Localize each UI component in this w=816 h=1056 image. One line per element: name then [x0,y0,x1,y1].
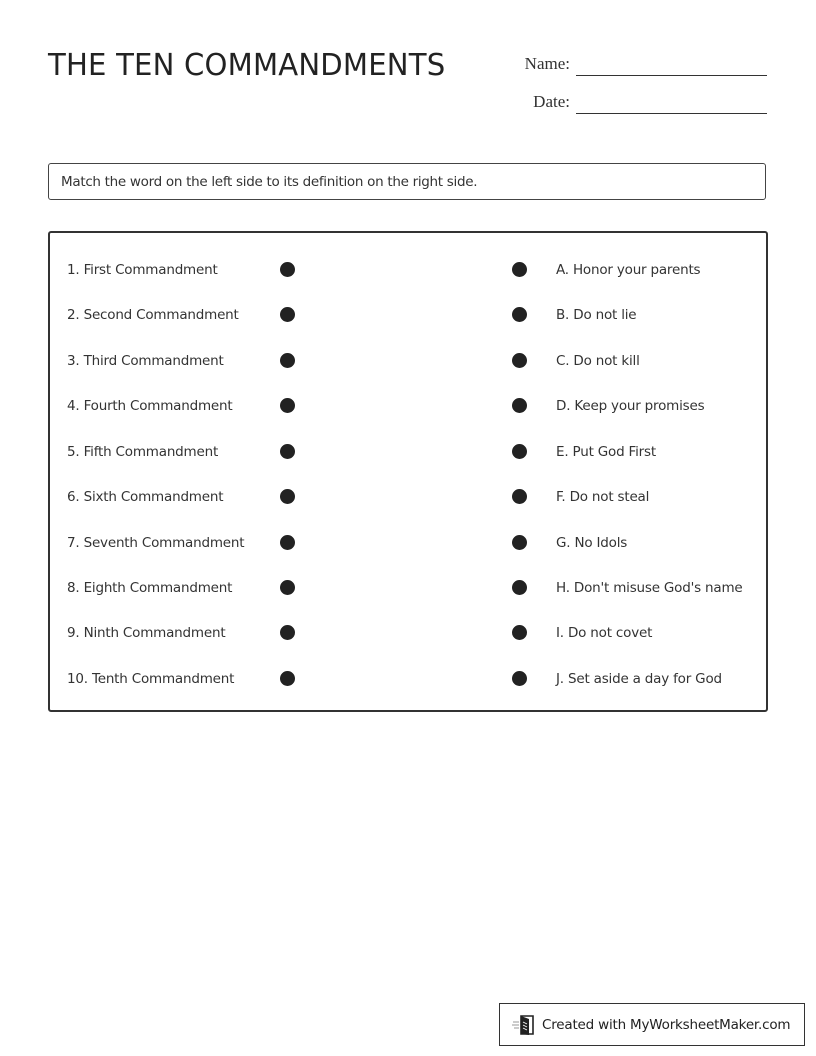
term-label: 6. Sixth Commandment [67,489,224,505]
definition-connector-dot[interactable] [512,671,527,686]
term-connector-dot[interactable] [280,625,295,640]
term-label: 2. Second Commandment [67,307,239,323]
match-row [50,623,766,643]
page-title: THE TEN COMMANDMENTS [48,48,446,83]
term-connector-dot[interactable] [280,535,295,550]
definition-label: F. Do not steal [556,489,650,505]
term-label: 8. Eighth Commandment [67,580,233,596]
match-row [50,442,766,462]
definition-connector-dot[interactable] [512,262,527,277]
matching-panel [48,231,768,712]
match-row [50,351,766,371]
definition-connector-dot[interactable] [512,353,527,368]
definition-label: G. No Idols [556,535,628,551]
match-row [50,669,766,689]
match-row [50,305,766,325]
credit-text: Created with MyWorksheetMaker.com [542,1016,791,1033]
match-row [50,487,766,507]
term-label: 4. Fourth Commandment [67,398,233,414]
definition-connector-dot[interactable] [512,444,527,459]
term-label: 1. First Commandment [67,262,218,278]
instructions-box: Match the word on the left side to its definition on the right side. [48,163,766,200]
definition-label: E. Put God First [556,444,656,460]
term-label: 10. Tenth Commandment [67,671,235,687]
date-input-line[interactable] [576,113,767,114]
term-connector-dot[interactable] [280,489,295,504]
match-row [50,578,766,598]
definition-connector-dot[interactable] [512,535,527,550]
definition-label: J. Set aside a day for God [556,671,722,687]
definition-label: A. Honor your parents [556,262,701,278]
name-field[interactable] [500,54,767,74]
term-connector-dot[interactable] [280,444,295,459]
name-label: Name: [524,54,570,73]
definition-label: I. Do not covet [556,625,653,641]
term-label: 5. Fifth Commandment [67,444,219,460]
match-row [50,260,766,280]
term-connector-dot[interactable] [280,307,295,322]
term-connector-dot[interactable] [280,671,295,686]
term-connector-dot[interactable] [280,262,295,277]
term-connector-dot[interactable] [280,353,295,368]
definition-connector-dot[interactable] [512,580,527,595]
term-connector-dot[interactable] [280,398,295,413]
definition-label: D. Keep your promises [556,398,705,414]
definition-connector-dot[interactable] [512,307,527,322]
term-label: 7. Seventh Commandment [67,535,245,551]
credit-badge[interactable] [499,1003,805,1046]
worksheet-logo-icon [512,1014,536,1036]
definition-connector-dot[interactable] [512,625,527,640]
term-label: 9. Ninth Commandment [67,625,226,641]
name-input-line[interactable] [576,75,767,76]
definition-connector-dot[interactable] [512,489,527,504]
match-row [50,533,766,553]
definition-label: H. Don't misuse God's name [556,580,743,596]
match-row [50,396,766,416]
definition-label: C. Do not kill [556,353,640,369]
date-field[interactable] [500,92,767,112]
definition-connector-dot[interactable] [512,398,527,413]
definition-label: B. Do not lie [556,307,637,323]
term-label: 3. Third Commandment [67,353,224,369]
term-connector-dot[interactable] [280,580,295,595]
date-label: Date: [533,92,570,111]
